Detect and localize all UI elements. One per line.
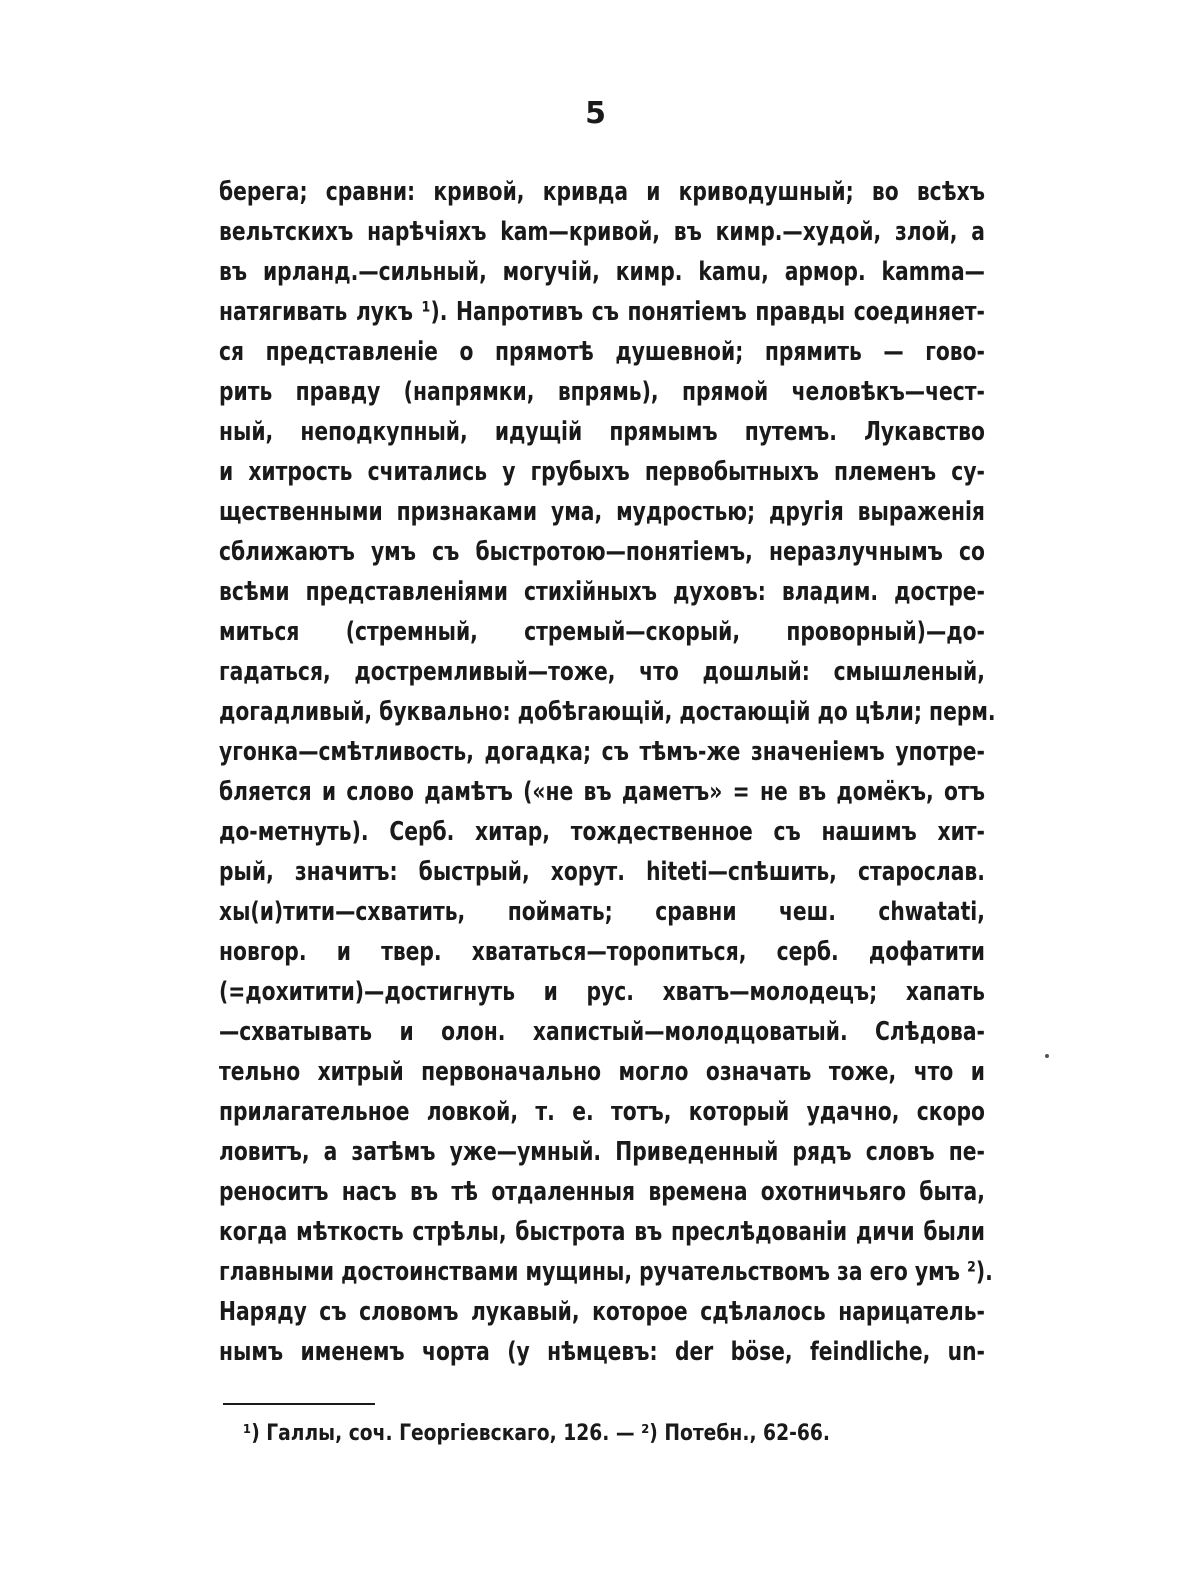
text-line: Наряду съ словомъ лукавый, которое сдѣлалось нарицатель- bbox=[219, 1297, 985, 1327]
text-line: догадливый, буквально: добѣгающій, достающій до цѣли; перм. bbox=[219, 697, 996, 727]
text-line: щественными признаками ума, мудростью; другія выраженія bbox=[219, 497, 985, 527]
text-line: и хитрость считались у грубыхъ первобытныхъ племенъ су- bbox=[219, 457, 985, 487]
text-line: ся представленіе о прямотѣ душевной; прямить — гово- bbox=[219, 337, 985, 367]
text-line: рый, значитъ: быстрый, хорут. hiteti—спѣшить, старослав. bbox=[219, 857, 985, 887]
text-line: нымъ именемъ чорта (у нѣмцевъ: der böse, feindliche, un- bbox=[219, 1337, 985, 1367]
text-line: въ ирланд.—сильный, могучій, кимр. kamu, армор. kamma— bbox=[219, 257, 985, 287]
text-line: бляется и слово дамѣтъ («не въ даметъ» = не въ домёкъ, отъ bbox=[219, 777, 985, 807]
text-line: натягивать лукъ ¹). Напротивъ съ понятіемъ правды соединяет- bbox=[219, 297, 985, 327]
text-line: —схватывать и олон. хапистый—молодцоватый. Слѣдова- bbox=[219, 1017, 985, 1047]
text-line: ловитъ, а затѣмъ уже—умный. Приведенный рядъ словъ пе- bbox=[219, 1137, 985, 1167]
scan-speck bbox=[1045, 1054, 1049, 1058]
text-line: сближаютъ умъ съ быстротою—понятіемъ, неразлучнымъ со bbox=[219, 537, 985, 567]
body-text bbox=[219, 172, 1191, 1372]
text-line: новгор. и твер. хвататься—торопиться, серб. дофатити bbox=[219, 937, 985, 967]
text-line: ный, неподкупный, идущій прямымъ путемъ. Лукавство bbox=[219, 417, 985, 447]
footnote-rule bbox=[223, 1403, 375, 1405]
text-line: (=дохитити)—достигнуть и рус. хватъ—молодецъ; хапать bbox=[219, 977, 985, 1007]
text-line: гадаться, достремливый—тоже, что дошлый: смышленый, bbox=[219, 657, 985, 687]
footnotes: ¹) Галлы, соч. Георгіевскаго, 126. — ²) Потебн., 62-66. bbox=[243, 1421, 830, 1446]
page-number: 5 bbox=[585, 96, 606, 131]
text-line: миться (стремный, стремый—скорый, проворный)—до- bbox=[219, 617, 985, 647]
text-line: берега; сравни: кривой, кривда и криводушный; во всѣхъ bbox=[219, 177, 985, 207]
text-line: когда мѣткость стрѣлы, быстрота въ преслѣдованіи дичи были bbox=[219, 1217, 985, 1247]
text-line: хы(и)тити—схватить, поймать; сравни чеш. chwatati, bbox=[219, 897, 985, 927]
text-line: до-метнуть). Серб. хитар, тождественное съ нашимъ хит- bbox=[219, 817, 985, 847]
text-line: тельно хитрый первоначально могло означать тоже, что и bbox=[219, 1057, 985, 1087]
text-line: прилагательное ловкой, т. е. тотъ, который удачно, скоро bbox=[219, 1097, 985, 1127]
text-line: вельтскихъ нарѣчіяхъ kam—кривой, въ кимр.—худой, злой, а bbox=[219, 217, 985, 247]
text-line: всѣми представленіями стихійныхъ духовъ: владим. достре- bbox=[219, 577, 985, 607]
text-line: угонка—смѣтливость, догадка; съ тѣмъ-же значеніемъ употре- bbox=[219, 737, 985, 767]
text-line: реноситъ насъ въ тѣ отдаленныя времена охотничьяго быта, bbox=[219, 1177, 985, 1207]
text-line: главными достоинствами мущины, ручательствомъ за его умъ ²). bbox=[219, 1257, 993, 1287]
text-line: рить правду (напрямки, впрямь), прямой человѣкъ—чест- bbox=[219, 377, 985, 407]
